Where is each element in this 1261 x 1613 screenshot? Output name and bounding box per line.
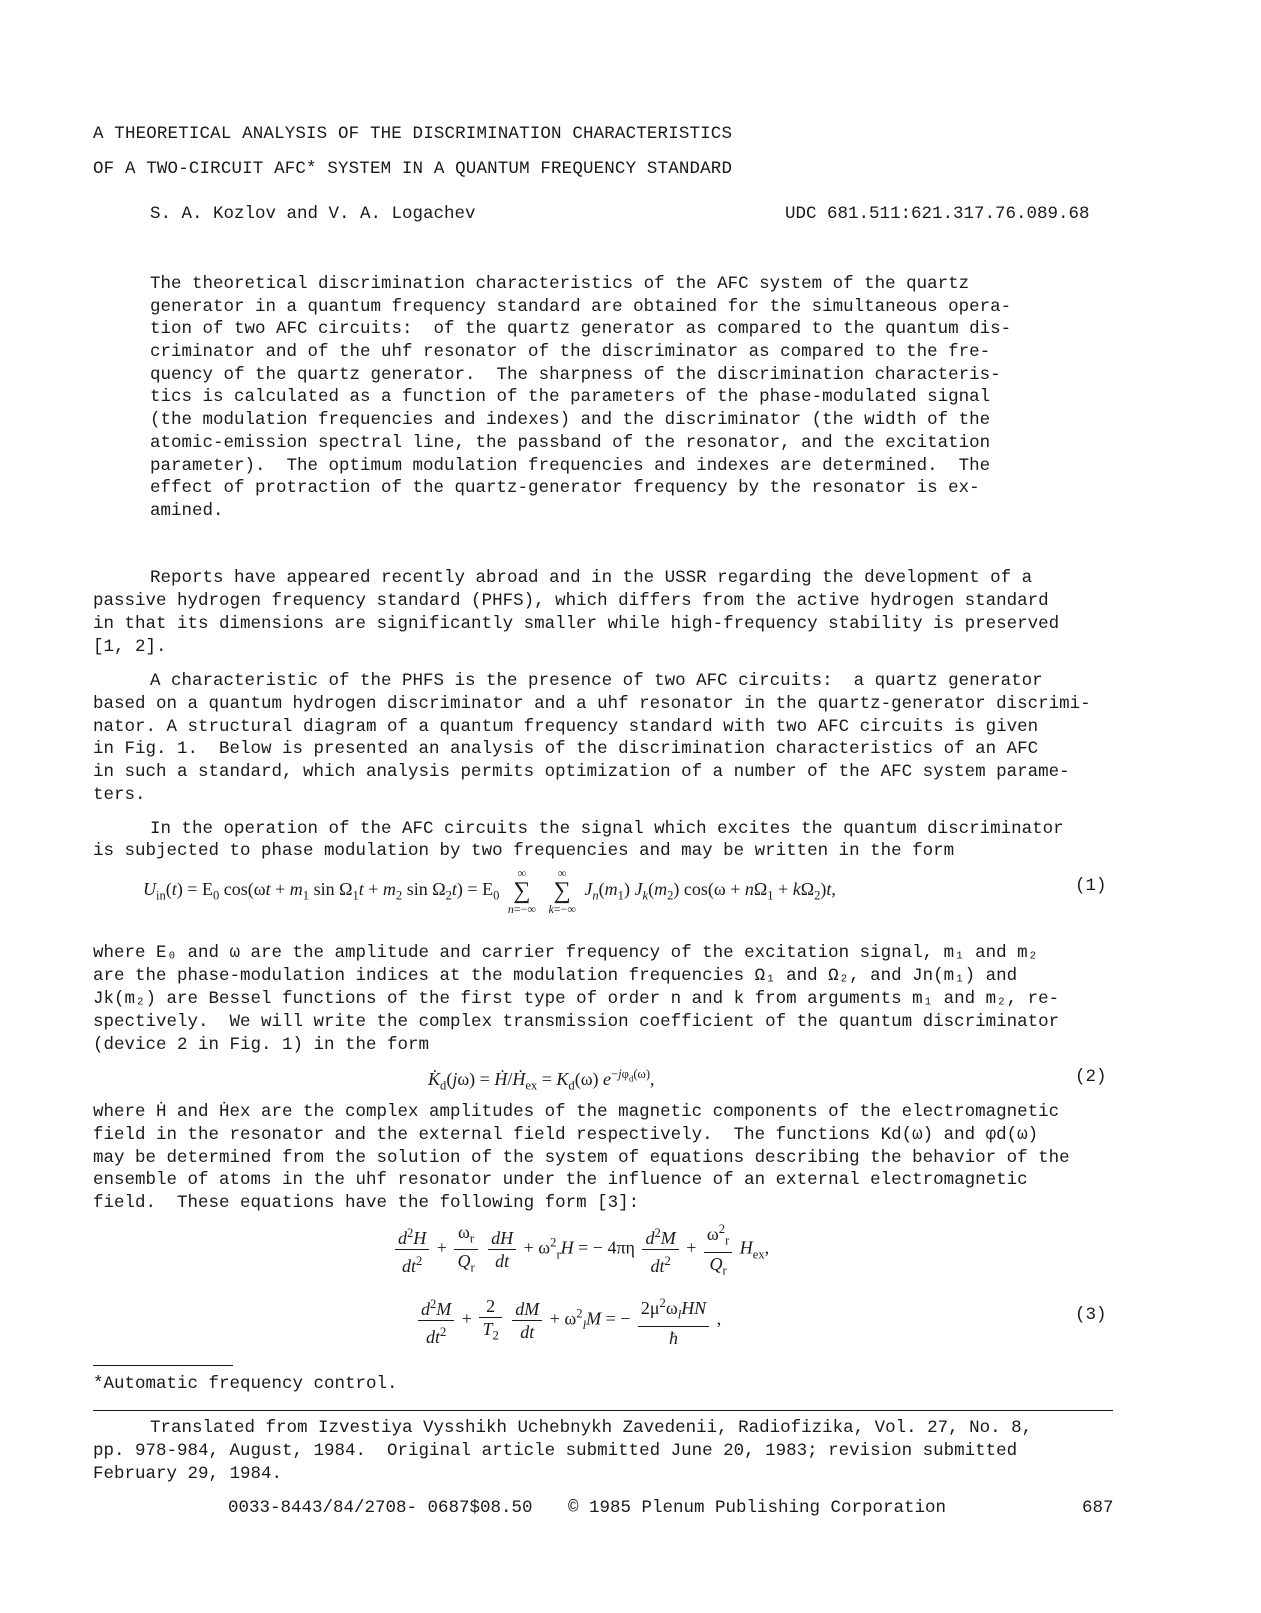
article-title-line-1: A THEORETICAL ANALYSIS OF THE DISCRIMINATION CHARACTERISTICS [93,124,733,144]
abstract-line: generator in a quantum frequency standard are obtained for the simultaneous opera- [150,297,1012,317]
body-line: A characteristic of the PHFS is the presence of two AFC circuits: a quartz generator [150,671,1043,691]
page-number: 687 [1082,1498,1114,1518]
footnote-rule [93,1365,233,1366]
abstract-line: atomic-emission spectral line, the passband of the resonator, and the excitation [150,433,991,453]
body-line: Reports have appeared recently abroad and in the USSR regarding the development of a [150,568,1033,588]
translation-note-line: pp. 978-984, August, 1984. Original article submitted June 20, 1983; revision submitted [93,1441,1018,1461]
abstract-line: tion of two AFC circuits: of the quartz generator as compared to the quantum dis- [150,319,1012,339]
body-line: (device 2 in Fig. 1) in the form [93,1035,430,1055]
body-line: nator. A structural diagram of a quantum frequency standard with two AFC circuits is given [93,717,1039,737]
body-line: where Ḣ and Ḣex are the complex amplitudes of the magnetic components of the electromagnetic [93,1102,1060,1122]
body-line: In the operation of the AFC circuits the signal which excites the quantum discriminator [150,819,1064,839]
equation-1: $U_{in}(t) = E_0$ $\cos(\omega t + m_1$ $\sin \Omega_1t + m_2$ $\sin \Omega_2t) = E_0$ ∞ ∑ n=−∞ ∞ ∑ k=−∞ $J_n(m_1)$ $J_k(m_2) \cos(\omega + n\Omega_1 + k\Omega_2)t$, [143,866,836,916]
translation-note-line: Translated from Izvestiya Vysshikh Uchebnykh Zavedenii, Radiofizika, Vol. 27, No. 8, [150,1418,1033,1438]
abstract-line: parameter). The optimum modulation frequencies and indexes are determined. The [150,456,991,476]
body-line: [1, 2]. [93,637,167,657]
body-line: field. These equations have the following form [3]: [93,1193,640,1213]
equation-number: (3) [1075,1305,1107,1325]
footer-copyright: © 1985 Plenum Publishing Corporation [568,1498,947,1518]
body-line: may be determined from the solution of the system of equations describing the behavior of the [93,1148,1070,1168]
body-line: passive hydrogen frequency standard (PHFS), which differs from the active hydrogen standard [93,591,1049,611]
translation-rule [93,1410,1113,1411]
body-line: are the phase-modulation indices at the modulation frequencies Ω₁ and Ω₂, and Jn(m₁) and [93,966,1018,986]
footer-code: 0033-8443/84/2708- 0687$08.50 [228,1498,533,1518]
body-line: based on a quantum hydrogen discriminator and a uhf resonator in the quartz-generator discrimi- [93,694,1091,714]
body-line: field in the resonator and the external field respectively. The functions Kd(ω) and φd(ω) [93,1125,1039,1145]
body-line: in Fig. 1. Below is presented an analysis of the discrimination characteristics of an AFC [93,739,1039,759]
abstract-line: (the modulation frequencies and indexes) and the discriminator (the width of the [150,410,991,430]
abstract-line: criminator and of the uhf resonator of the discriminator as compared to the fre- [150,342,991,362]
equation-number: (1) [1075,876,1107,896]
authors: S. A. Kozlov and V. A. Logachev [150,204,476,224]
abstract-line: effect of protraction of the quartz-generator frequency by the resonator is ex- [150,478,980,498]
footnote: *Automatic frequency control. [93,1374,398,1394]
body-line: is subjected to phase modulation by two frequencies and may be written in the form [93,841,955,861]
udc-code: UDC 681.511:621.317.76.089.68 [785,204,1090,224]
translation-note-line: February 29, 1984. [93,1464,283,1484]
equation-number: (2) [1075,1067,1107,1087]
abstract-line: The theoretical discrimination characteristics of the AFC system of the quartz [150,274,970,294]
body-line: in such a standard, which analysis permits optimization of a number of the AFC system parame- [93,762,1070,782]
body-line: in that its dimensions are significantly smaller while high-frequency stability is preserved [93,614,1060,634]
abstract-line: amined. [150,501,224,521]
body-line: ensemble of atoms in the uhf resonator under the influence of an external electromagnetic [93,1170,1028,1190]
body-line: spectively. We will write the complex transmission coefficient of the quantum discriminator [93,1012,1060,1032]
body-line: Jk(m₂) are Bessel functions of the first type of order n and k from arguments m₁ and m₂, re- [93,989,1060,1009]
abstract-line: tics is calculated as a function of the parameters of the phase-modulated signal [150,387,991,407]
equation-3a: $\frac{d^2H}{dt^2}$ + $\frac{\omega_r}{Q_r}$ $\frac{dH}{dt}$ + $\omega^2_rH$ = − 4πη $\frac{d^2M}{dt^2}$ + $\frac{\omega^2_r}{Q_r}$ $H_{ex}$, [392,1218,769,1281]
body-line: ters. [93,785,146,805]
body-line: where E₀ and ω are the amplitude and carrier frequency of the excitation signal, m₁ and m₂ [93,943,1039,963]
equation-3b: $\frac{d^2M}{dt^2}$ + $\frac{2}{T_2}$ $\frac{dM}{dt}$ + $\omega^2_lM$ = − $\frac{2\mu^2\omega_lHN}{ħ}$ , [415,1292,721,1349]
abstract-line: quency of the quartz generator. The sharpness of the discrimination characteris- [150,365,1001,385]
equation-2: $K̇_d(j\omega)$ = Ḣ/Ḣ$_{ex}$ = $K_d(\omega)$ $e^{-j\varphi_d(\omega)}$, [428,1067,655,1093]
article-title-line-2: OF A TWO-CIRCUIT AFC* SYSTEM IN A QUANTUM FREQUENCY STANDARD [93,159,733,179]
